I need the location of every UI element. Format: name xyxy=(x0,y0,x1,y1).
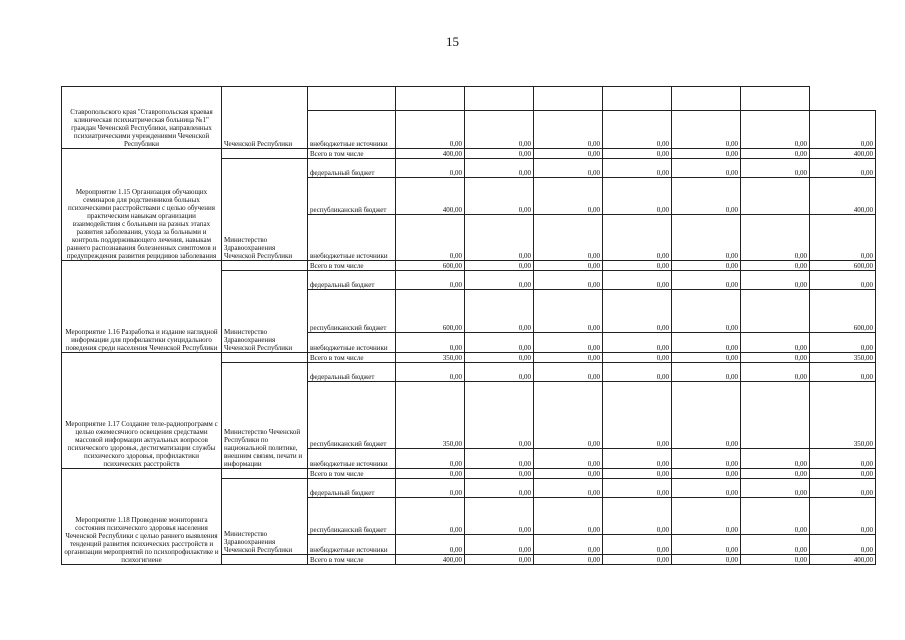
amount-cell: 0,00 xyxy=(396,469,465,479)
amount-cell: 0,00 xyxy=(672,333,741,353)
amount-cell: 0,00 xyxy=(672,290,741,333)
amount-cell: 0,00 xyxy=(534,479,603,498)
amount-cell xyxy=(741,382,810,449)
amount-cell: 0,00 xyxy=(603,469,672,479)
amount-cell: 400,00 xyxy=(810,149,876,159)
executor-cell: Министерство Чеченской Республики по национальной политике, внешним связям, печати и информации xyxy=(222,363,308,469)
amount-cell: 0,00 xyxy=(396,479,465,498)
amount-cell: 0,00 xyxy=(465,178,534,215)
event-cell: Мероприятие 1.16 Разработка и издание наглядной информации для профилактики суицидального поведения среди населения Чеченской Республики xyxy=(62,261,222,353)
amount-cell: 0,00 xyxy=(810,535,876,555)
amount-cell: 0,00 xyxy=(465,159,534,178)
source-cell: Всего в том числе xyxy=(308,261,396,271)
amount-cell: 350,00 xyxy=(396,353,465,363)
source-cell: федеральный бюджет xyxy=(308,159,396,178)
amount-cell: 0,00 xyxy=(603,555,672,565)
amount-cell: 0,00 xyxy=(603,178,672,215)
source-cell: Всего в том числе xyxy=(308,469,396,479)
amount-cell: 0,00 xyxy=(465,479,534,498)
amount-cell: 0,00 xyxy=(810,469,876,479)
amount-cell: 0,00 xyxy=(741,261,810,271)
amount-cell: 0,00 xyxy=(603,363,672,382)
amount-cell: 0,00 xyxy=(534,271,603,290)
source-cell: внебюджетные источники xyxy=(308,535,396,555)
source-cell: Всего в том числе xyxy=(308,555,396,565)
amount-cell: 0,00 xyxy=(603,479,672,498)
budget-table xyxy=(61,86,876,565)
amount-cell: 0,00 xyxy=(534,382,603,449)
amount-cell: 600,00 xyxy=(396,261,465,271)
amount-cell: 0,00 xyxy=(810,363,876,382)
executor-cell: Министерство Здравоохранения Чеченской Республики xyxy=(222,159,308,261)
amount-cell: 0,00 xyxy=(534,111,603,149)
amount-cell: 0,00 xyxy=(396,363,465,382)
amount-cell: 0,00 xyxy=(741,353,810,363)
amount-cell: 0,00 xyxy=(741,271,810,290)
source-cell: федеральный бюджет xyxy=(308,271,396,290)
amount-cell: 0,00 xyxy=(603,382,672,449)
amount-cell: 0,00 xyxy=(672,215,741,261)
amount-cell: 400,00 xyxy=(810,555,876,565)
amount-cell: 350,00 xyxy=(810,353,876,363)
amount-cell: 0,00 xyxy=(534,469,603,479)
amount-cell: 0,00 xyxy=(741,555,810,565)
amount-cell xyxy=(741,87,810,111)
amount-cell: 0,00 xyxy=(741,363,810,382)
amount-cell: 0,00 xyxy=(534,149,603,159)
amount-cell: 0,00 xyxy=(741,149,810,159)
amount-cell: 0,00 xyxy=(672,535,741,555)
event-cell: Мероприятие 1.18 Проведение мониторинга состояния психического здоровья населения Чеченской Республики с целью раннего выявления тенденций развития психических расстройств и организации мероприятий по психопрофилактике и психогигиене xyxy=(62,469,222,565)
amount-cell: 0,00 xyxy=(741,333,810,353)
source-cell: федеральный бюджет xyxy=(308,479,396,498)
amount-cell xyxy=(741,178,810,215)
amount-cell: 0,00 xyxy=(465,215,534,261)
amount-cell: 0,00 xyxy=(534,498,603,535)
amount-cell: 0,00 xyxy=(465,363,534,382)
amount-cell: 600,00 xyxy=(810,261,876,271)
amount-cell: 0,00 xyxy=(810,498,876,535)
executor-cell xyxy=(222,261,308,271)
amount-cell: 350,00 xyxy=(810,382,876,449)
amount-cell: 0,00 xyxy=(741,449,810,469)
amount-cell: 0,00 xyxy=(741,215,810,261)
amount-cell: 0,00 xyxy=(741,479,810,498)
source-cell: республиканский бюджет xyxy=(308,498,396,535)
amount-cell: 0,00 xyxy=(396,333,465,353)
amount-cell: 0,00 xyxy=(672,449,741,469)
amount-cell: 0,00 xyxy=(603,290,672,333)
amount-cell: 0,00 xyxy=(603,111,672,149)
executor-cell: Министерство Здравоохранения Чеченской Республики xyxy=(222,479,308,555)
amount-cell: 0,00 xyxy=(396,535,465,555)
amount-cell: 0,00 xyxy=(741,498,810,535)
amount-cell: 0,00 xyxy=(465,111,534,149)
amount-cell: 400,00 xyxy=(396,555,465,565)
amount-cell: 0,00 xyxy=(396,215,465,261)
executor-cell: Чеченской Республики xyxy=(222,87,308,149)
amount-cell: 0,00 xyxy=(810,271,876,290)
amount-cell: 0,00 xyxy=(810,479,876,498)
executor-cell xyxy=(222,149,308,159)
amount-cell: 0,00 xyxy=(534,449,603,469)
executor-cell xyxy=(222,353,308,363)
amount-cell: 0,00 xyxy=(465,261,534,271)
event-cell: Мероприятие 1.15 Организация обучающих семинаров для родственников больных психическими расстройствами с целью обучения практическим навыкам организации взаимодействия с больными на разных этапах развития заболевания, ухода за больными и контроль поддерживающего лечения, навыкам раннего распознавания болезненных симптомов и предупреждения развития рецидивов заболевания xyxy=(62,149,222,261)
amount-cell: 0,00 xyxy=(603,271,672,290)
amount-cell: 0,00 xyxy=(534,159,603,178)
amount-cell: 0,00 xyxy=(672,149,741,159)
amount-cell: 0,00 xyxy=(534,178,603,215)
amount-cell: 0,00 xyxy=(672,159,741,178)
source-cell xyxy=(308,87,396,111)
amount-cell: 400,00 xyxy=(396,149,465,159)
amount-cell: 0,00 xyxy=(603,333,672,353)
amount-cell xyxy=(741,290,810,333)
amount-cell: 0,00 xyxy=(534,333,603,353)
executor-cell xyxy=(222,555,308,565)
amount-cell: 0,00 xyxy=(534,215,603,261)
amount-cell: 0,00 xyxy=(465,353,534,363)
amount-cell: 0,00 xyxy=(534,261,603,271)
amount-cell: 0,00 xyxy=(741,535,810,555)
amount-cell: 0,00 xyxy=(534,290,603,333)
amount-cell: 350,00 xyxy=(396,382,465,449)
amount-cell xyxy=(603,87,672,111)
amount-cell: 0,00 xyxy=(810,111,876,149)
amount-cell: 0,00 xyxy=(396,271,465,290)
amount-cell: 0,00 xyxy=(534,535,603,555)
amount-cell: 0,00 xyxy=(672,469,741,479)
event-cell: Мероприятие 1.17 Создание теле-радиопрограмм с целью ежемесячного освещения средствами массовой информации актуальных вопросов психического здоровья, дестигматизации службы психического здоровья, профилактики психических расстройств xyxy=(62,353,222,469)
source-cell: Всего в том числе xyxy=(308,149,396,159)
executor-cell xyxy=(222,469,308,479)
table-row xyxy=(62,469,876,479)
amount-cell: 0,00 xyxy=(396,111,465,149)
amount-cell: 0,00 xyxy=(465,535,534,555)
amount-cell: 0,00 xyxy=(396,449,465,469)
amount-cell: 0,00 xyxy=(672,363,741,382)
table-row xyxy=(62,353,876,363)
source-cell: Всего в том числе xyxy=(308,353,396,363)
amount-cell: 0,00 xyxy=(534,363,603,382)
amount-cell: 0,00 xyxy=(603,498,672,535)
amount-cell: 0,00 xyxy=(672,271,741,290)
amount-cell: 0,00 xyxy=(465,469,534,479)
amount-cell: 0,00 xyxy=(396,159,465,178)
source-cell: внебюджетные источники xyxy=(308,111,396,149)
amount-cell: 0,00 xyxy=(672,261,741,271)
amount-cell: 0,00 xyxy=(810,449,876,469)
source-cell: республиканский бюджет xyxy=(308,178,396,215)
amount-cell: 0,00 xyxy=(603,149,672,159)
amount-cell: 0,00 xyxy=(465,149,534,159)
amount-cell: 0,00 xyxy=(603,353,672,363)
table-row xyxy=(62,149,876,159)
amount-cell: 400,00 xyxy=(810,178,876,215)
amount-cell: 0,00 xyxy=(741,159,810,178)
amount-cell: 0,00 xyxy=(741,469,810,479)
amount-cell: 0,00 xyxy=(672,498,741,535)
amount-cell: 0,00 xyxy=(741,111,810,149)
amount-cell: 0,00 xyxy=(810,159,876,178)
amount-cell xyxy=(465,87,534,111)
table-row xyxy=(62,87,876,111)
amount-cell: 600,00 xyxy=(810,290,876,333)
amount-cell: 0,00 xyxy=(465,333,534,353)
amount-cell: 0,00 xyxy=(603,215,672,261)
page-number: 15 xyxy=(446,34,459,49)
source-cell: внебюджетные источники xyxy=(308,333,396,353)
amount-cell: 0,00 xyxy=(672,353,741,363)
executor-cell: Министерство Здравоохранения Чеченской Республики xyxy=(222,271,308,353)
source-cell: республиканский бюджет xyxy=(308,382,396,449)
amount-cell: 600,00 xyxy=(396,290,465,333)
amount-cell: 0,00 xyxy=(465,498,534,535)
table-body xyxy=(62,87,876,565)
source-cell: федеральный бюджет xyxy=(308,363,396,382)
amount-cell: 0,00 xyxy=(465,555,534,565)
table-row xyxy=(62,261,876,271)
source-cell: внебюджетные источники xyxy=(308,449,396,469)
amount-cell: 0,00 xyxy=(603,449,672,469)
amount-cell: 0,00 xyxy=(465,271,534,290)
amount-cell: 0,00 xyxy=(465,290,534,333)
amount-cell: 0,00 xyxy=(603,535,672,555)
amount-cell: 0,00 xyxy=(603,159,672,178)
amount-cell: 0,00 xyxy=(672,555,741,565)
amount-cell: 400,00 xyxy=(396,178,465,215)
amount-cell: 0,00 xyxy=(672,178,741,215)
amount-cell: 0,00 xyxy=(810,333,876,353)
amount-cell: 0,00 xyxy=(534,555,603,565)
amount-cell: 0,00 xyxy=(603,261,672,271)
amount-cell: 0,00 xyxy=(396,498,465,535)
source-cell: внебюджетные источники xyxy=(308,215,396,261)
amount-cell xyxy=(534,87,603,111)
amount-cell: 0,00 xyxy=(465,382,534,449)
amount-cell: 0,00 xyxy=(672,382,741,449)
amount-cell: 0,00 xyxy=(465,449,534,469)
event-cell: Ставропольского края "Ставропольская краевая клиническая психиатрическая больница №1" граждан Чеченской Республики, направленных психиатрическими учреждениями Чеченской Республики xyxy=(62,87,222,149)
source-cell: республиканский бюджет xyxy=(308,290,396,333)
amount-cell xyxy=(672,87,741,111)
amount-cell: 0,00 xyxy=(810,215,876,261)
amount-cell: 0,00 xyxy=(672,111,741,149)
amount-cell: 0,00 xyxy=(534,353,603,363)
amount-cell: 0,00 xyxy=(672,479,741,498)
amount-cell xyxy=(396,87,465,111)
